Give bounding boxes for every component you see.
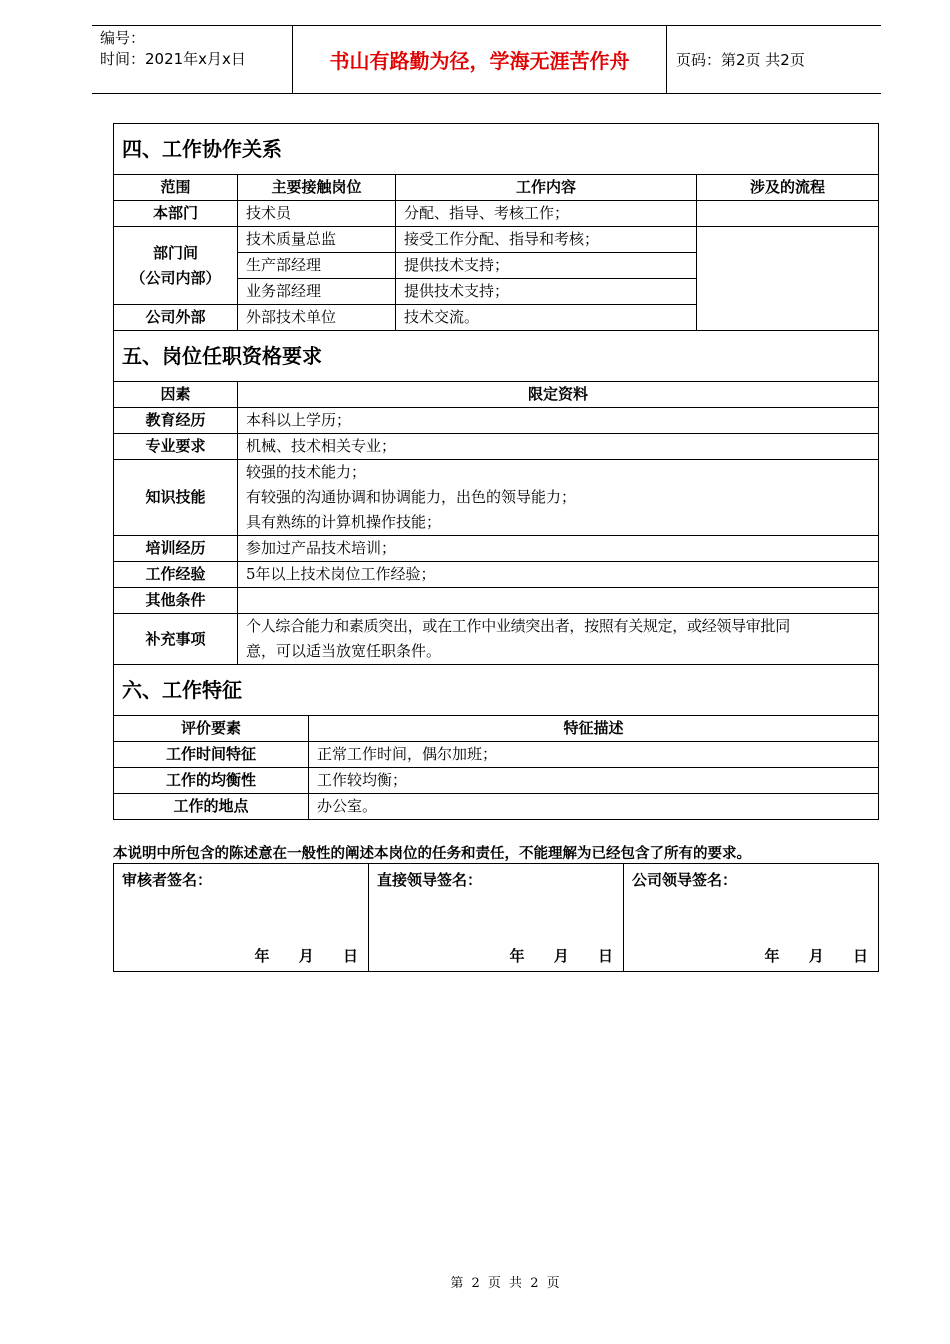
detail-line: 意，可以适当放宽任职条件。: [246, 642, 442, 660]
feature-desc-cell: 办公室。: [309, 794, 879, 820]
factor-cell: 其他条件: [114, 588, 238, 614]
table-row: [114, 227, 879, 253]
factor-cell: 知识技能: [114, 460, 238, 536]
eval-factor-cell: 工作时间特征: [114, 742, 309, 768]
table-row: [114, 742, 879, 768]
table-row: [114, 768, 879, 794]
detail-cell: [238, 588, 879, 614]
table-row: [114, 614, 879, 665]
col-header-feature-desc: 特征描述: [309, 716, 879, 742]
detail-line: 具有熟练的计算机操作技能；: [246, 513, 442, 531]
content-cell: 分配、指导、考核工作；: [396, 201, 697, 227]
content-cell: 提供技术支持；: [396, 253, 697, 279]
doc-time-label: 时间：2021年x月x日: [100, 50, 246, 68]
eval-factor-cell: 工作的均衡性: [114, 768, 309, 794]
company-leader-signature-date: 年 月 日: [764, 947, 868, 965]
col-header-detail: 限定资料: [238, 382, 879, 408]
col-header-scope: 范围: [114, 175, 238, 201]
feature-desc-cell: 工作较均衡；: [309, 768, 879, 794]
company-leader-signature-box[interactable]: [624, 864, 879, 972]
content-cell: 提供技术支持；: [396, 279, 697, 305]
detail-line: 有较强的沟通协调和协调能力，出色的领导能力；: [246, 488, 577, 506]
table-row: [114, 588, 879, 614]
eval-factor-cell: 工作的地点: [114, 794, 309, 820]
content-cell: 接受工作分配、指导和考核；: [396, 227, 697, 253]
process-cell: [697, 201, 879, 227]
detail-line: 个人综合能力和素质突出，或在工作中业绩突出者，按照有关规定，或经领导审批同: [246, 617, 790, 635]
table-row: [114, 536, 879, 562]
post-cell: 技术员: [238, 201, 396, 227]
table-row: [114, 434, 879, 460]
post-cell: 生产部经理: [238, 253, 396, 279]
col-header-content: 工作内容: [396, 175, 697, 201]
direct-leader-signature-label: 直接领导签名：: [377, 871, 483, 889]
detail-cell: 本科以上学历；: [238, 408, 879, 434]
page-header: [92, 25, 881, 94]
scope-cell: 本部门: [114, 201, 238, 227]
post-cell: 业务部经理: [238, 279, 396, 305]
direct-leader-signature-box[interactable]: [369, 864, 624, 972]
factor-cell: 专业要求: [114, 434, 238, 460]
disclaimer-note: 本说明中所包含的陈述意在一般性的阐述本岗位的任务和责任，不能理解为已经包含了所有的要求。: [113, 846, 751, 862]
job-description-table: [113, 123, 879, 820]
table-row: [114, 201, 879, 227]
col-header-post: 主要接触岗位: [238, 175, 396, 201]
factor-cell: 工作经验: [114, 562, 238, 588]
factor-cell: 培训经历: [114, 536, 238, 562]
scope-cell: 公司外部: [114, 305, 238, 331]
scope-cell: 部门间 （公司内部）: [114, 227, 238, 305]
page-number: 第 2 页 共 2 页: [450, 1276, 560, 1291]
table-row: [114, 562, 879, 588]
header-motto: 书山有路勤为径，学海无涯苦作舟: [292, 26, 667, 93]
detail-cell: [238, 614, 879, 665]
reviewer-signature-date: 年 月 日: [254, 947, 358, 965]
process-cell: [697, 227, 879, 331]
detail-line: 较强的技术能力；: [246, 463, 367, 481]
post-cell: 技术质量总监: [238, 227, 396, 253]
factor-cell: 补充事项: [114, 614, 238, 665]
direct-leader-signature-date: 年 月 日: [509, 947, 613, 965]
section-title-qualifications: 五、岗位任职资格要求: [114, 331, 879, 382]
col-header-factor: 因素: [114, 382, 238, 408]
header-meta: [100, 28, 290, 70]
factor-cell: 教育经历: [114, 408, 238, 434]
detail-cell: 5年以上技术岗位工作经验；: [238, 562, 879, 588]
doc-number-label: 编号：: [100, 29, 146, 47]
detail-cell: 机械、技术相关专业；: [238, 434, 879, 460]
page-footer: [0, 1272, 950, 1291]
section-title-work-features: 六、工作特征: [114, 665, 879, 716]
detail-cell: [238, 460, 879, 536]
detail-cell: 参加过产品技术培训；: [238, 536, 879, 562]
header-page-label: 页码：第2页 共2页: [676, 51, 805, 69]
col-header-eval-factor: 评价要素: [114, 716, 309, 742]
table-row: [114, 460, 879, 536]
reviewer-signature-label: 审核者签名：: [122, 871, 213, 889]
signature-table: [113, 863, 879, 972]
col-header-process: 涉及的流程: [697, 175, 879, 201]
reviewer-signature-box[interactable]: [114, 864, 369, 972]
content-cell: 技术交流。: [396, 305, 697, 331]
table-row: [114, 408, 879, 434]
feature-desc-cell: 正常工作时间，偶尔加班；: [309, 742, 879, 768]
table-row: [114, 794, 879, 820]
company-leader-signature-label: 公司领导签名：: [632, 871, 738, 889]
post-cell: 外部技术单位: [238, 305, 396, 331]
section-title-collaboration: 四、工作协作关系: [114, 124, 879, 175]
